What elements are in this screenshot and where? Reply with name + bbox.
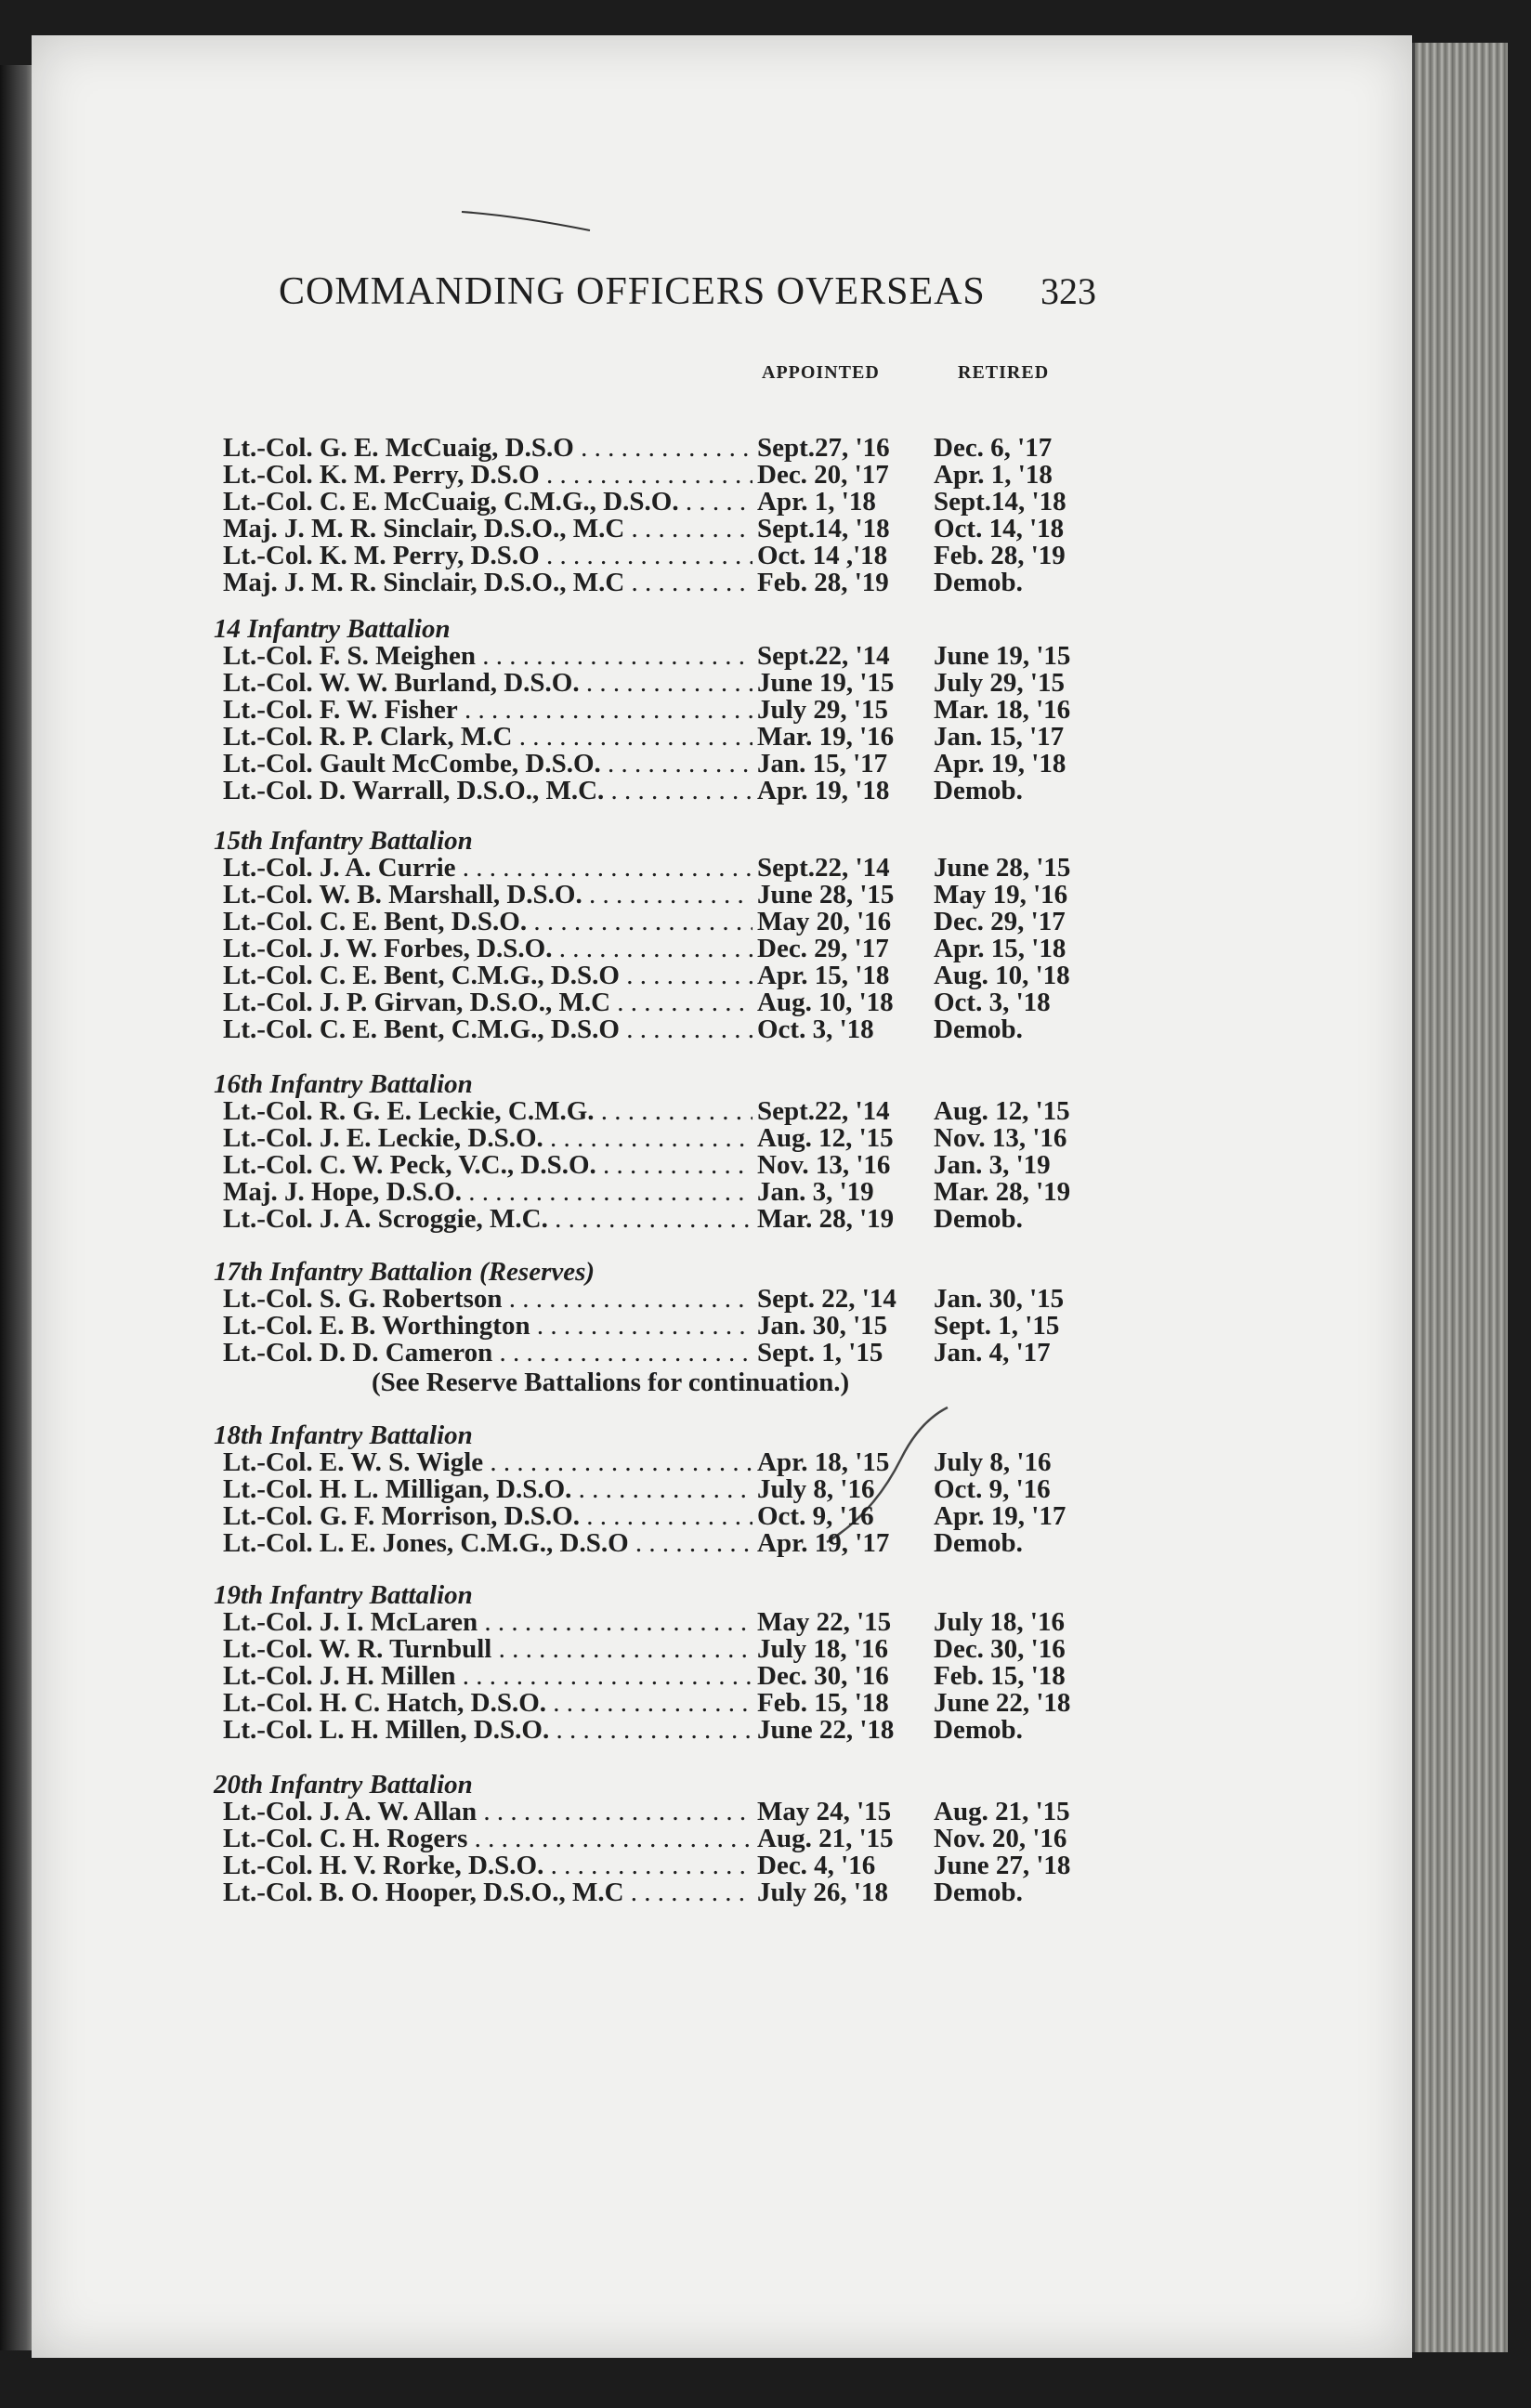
retired-date: Demob. (934, 1204, 1023, 1234)
retired-date: Jan. 4, '17 (934, 1338, 1051, 1368)
appointed-date: Apr. 15, '18 (757, 961, 890, 990)
appointed-date: Apr. 18, '15 (757, 1447, 890, 1477)
retired-date: Mar. 18, '16 (934, 695, 1071, 725)
officer-row (214, 1826, 1143, 1852)
section-title: 16th Infantry Battalion (214, 1069, 473, 1099)
battalion-section (214, 827, 1143, 1043)
officer-name: Lt.-Col. C. H. Rogers . . . (223, 1826, 752, 1852)
appointed-date: Mar. 28, '19 (757, 1204, 895, 1234)
officer-name: Lt.-Col. H. C. Hatch, D.S.O. . . . (223, 1690, 752, 1717)
appointed-date: Jan. 3, '19 (757, 1177, 874, 1207)
appointed-date: Oct. 14 ,'18 (757, 541, 888, 570)
appointed-date: May 20, '16 (757, 907, 892, 936)
pen-stroke-mark (460, 206, 599, 234)
officer-name: Lt.-Col. E. B. Worthington . . . (223, 1313, 752, 1340)
retired-date: July 29, '15 (934, 668, 1065, 698)
officer-row (214, 1016, 1143, 1043)
officer-name: Lt.-Col. J. A. W. Allan . . . (223, 1799, 752, 1826)
officer-name: Lt.-Col. C. E. Bent, D.S.O. . . . (223, 909, 752, 936)
page-number: 323 (1040, 270, 1096, 312)
retired-date: Aug. 12, '15 (934, 1096, 1070, 1126)
officer-row (214, 1476, 1143, 1503)
appointed-date: Dec. 20, '17 (757, 460, 889, 490)
appointed-date: Apr. 19, '18 (757, 776, 890, 805)
retired-date: Mar. 28, '19 (934, 1177, 1071, 1207)
appointed-date: Sept.14, '18 (757, 514, 890, 543)
officer-name: Lt.-Col. C. E. McCuaig, C.M.G., D.S.O. . . . (223, 489, 752, 516)
retired-date: July 8, '16 (934, 1447, 1052, 1477)
retired-date: Apr. 19, '18 (934, 749, 1066, 779)
officer-row (214, 697, 1143, 724)
retired-date: June 22, '18 (934, 1688, 1071, 1718)
appointed-date: July 29, '15 (757, 695, 888, 725)
officer-name: Lt.-Col. W. W. Burland, D.S.O. . . . (223, 670, 752, 697)
officer-row (214, 882, 1143, 909)
officer-row (214, 724, 1143, 751)
officer-name: Lt.-Col. J. P. Girvan, D.S.O., M.C . . . (223, 989, 752, 1016)
appointed-date: June 19, '15 (757, 668, 895, 698)
officer-name: Lt.-Col. E. W. S. Wigle . . . (223, 1449, 752, 1476)
appointed-date: Mar. 19, '16 (757, 722, 895, 752)
retired-date: Apr. 19, '17 (934, 1501, 1066, 1531)
officer-name: Lt.-Col. Gault McCombe, D.S.O. . . . (223, 751, 752, 778)
officer-name: Lt.-Col. J. I. McLaren . . . (223, 1609, 752, 1636)
appointed-date: Dec. 30, '16 (757, 1661, 889, 1691)
appointed-date: June 22, '18 (757, 1715, 895, 1745)
officer-row (214, 462, 1143, 489)
officer-name: Lt.-Col. F. W. Fisher . . . (223, 697, 752, 724)
appointed-date: Sept. 22, '14 (757, 1284, 896, 1314)
officer-row (214, 855, 1143, 882)
officer-name: Lt.-Col. J. A. Scroggie, M.C. . . . (223, 1206, 752, 1233)
officer-name: Lt.-Col. R. P. Clark, M.C . . . (223, 724, 752, 751)
officer-row (214, 1879, 1143, 1906)
retired-date: Oct. 14, '18 (934, 514, 1065, 543)
officer-row (214, 1340, 1143, 1367)
officer-name: Lt.-Col. C. E. Bent, C.M.G., D.S.O . . . (223, 962, 752, 989)
officer-row (214, 1852, 1143, 1879)
section-title (214, 407, 1143, 435)
officer-name: Lt.-Col. L. H. Millen, D.S.O. . . . (223, 1717, 752, 1744)
retired-date: May 19, '16 (934, 880, 1068, 910)
officer-row (214, 489, 1143, 516)
officer-row (214, 1503, 1143, 1530)
retired-date: Nov. 13, '16 (934, 1123, 1067, 1153)
appointed-date: Dec. 29, '17 (757, 934, 889, 963)
officer-row (214, 1286, 1143, 1313)
battalion-section (214, 1258, 1143, 1367)
officer-row (214, 1663, 1143, 1690)
retired-date: Jan. 30, '15 (934, 1284, 1065, 1314)
battalion-section (214, 1581, 1143, 1744)
officer-row (214, 909, 1143, 936)
running-title: COMMANDING OFFICERS OVERSEAS (279, 270, 986, 313)
officer-row (214, 778, 1143, 805)
officer-name: Maj. J. M. R. Sinclair, D.S.O., M.C . . . (223, 569, 752, 596)
retired-date: June 27, '18 (934, 1851, 1071, 1880)
officer-name: Lt.-Col. H. V. Rorke, D.S.O. . . . (223, 1852, 752, 1879)
appointed-date: Feb. 28, '19 (757, 568, 889, 597)
officer-row (214, 751, 1143, 778)
retired-date: Dec. 30, '16 (934, 1634, 1066, 1664)
officer-row (214, 1152, 1143, 1179)
appointed-date: Apr. 19, '17 (757, 1528, 890, 1558)
officer-name: Lt.-Col. J. H. Millen . . . (223, 1663, 752, 1690)
appointed-date: Feb. 15, '18 (757, 1688, 889, 1718)
officer-row (214, 569, 1143, 596)
retired-date: Aug. 10, '18 (934, 961, 1070, 990)
officer-name: Lt.-Col. S. G. Robertson . . . (223, 1286, 752, 1313)
officer-name: Lt.-Col. H. L. Milligan, D.S.O. . . . (223, 1476, 752, 1503)
page-header (279, 269, 1096, 321)
retired-date: Apr. 1, '18 (934, 460, 1053, 490)
officer-name: Lt.-Col. J. E. Leckie, D.S.O. . . . (223, 1125, 752, 1152)
appointed-date: Dec. 4, '16 (757, 1851, 876, 1880)
officer-row (214, 1530, 1143, 1557)
battalion-section (214, 1421, 1143, 1557)
retired-date: Demob. (934, 1014, 1023, 1044)
officer-name: Maj. J. Hope, D.S.O. . . . (223, 1179, 752, 1206)
officer-row (214, 643, 1143, 670)
appointed-date: Jan. 30, '15 (757, 1311, 888, 1341)
battalion-section (214, 1771, 1143, 1906)
appointed-date: July 8, '16 (757, 1474, 875, 1504)
officer-row (214, 962, 1143, 989)
officer-name: Lt.-Col. W. R. Turnbull . . . (223, 1636, 752, 1663)
appointed-date: Aug. 12, '15 (757, 1123, 894, 1153)
retired-date: Demob. (934, 1715, 1023, 1745)
retired-date: Demob. (934, 568, 1023, 597)
battalion-section (214, 407, 1143, 596)
appointed-date: Sept.27, '16 (757, 433, 890, 463)
retired-date: Sept.14, '18 (934, 487, 1066, 517)
officer-name: Lt.-Col. G. F. Morrison, D.S.O. . . . (223, 1503, 752, 1530)
appointed-date: Aug. 21, '15 (757, 1824, 894, 1853)
officer-row (214, 543, 1143, 569)
retired-header: RETIRED (958, 362, 1050, 383)
retired-date: Feb. 15, '18 (934, 1661, 1066, 1691)
appointed-date: Nov. 13, '16 (757, 1150, 891, 1180)
appointed-date: July 26, '18 (757, 1878, 888, 1907)
officer-row (214, 1799, 1143, 1826)
section-title: 20th Infantry Battalion (214, 1770, 473, 1799)
section-title: 14 Infantry Battalion (214, 614, 451, 644)
officer-name: Lt.-Col. L. E. Jones, C.M.G., D.S.O . . . (223, 1530, 752, 1557)
appointed-date: Aug. 10, '18 (757, 988, 894, 1017)
appointed-date: July 18, '16 (757, 1634, 888, 1664)
retired-date: Demob. (934, 1878, 1023, 1907)
page-stack-edge (1412, 43, 1508, 2352)
officer-row (214, 989, 1143, 1016)
appointed-date: Jan. 15, '17 (757, 749, 888, 779)
officer-name: Lt.-Col. K. M. Perry, D.S.O . . . (223, 462, 752, 489)
column-headers (762, 362, 1133, 390)
officer-row (214, 1636, 1143, 1663)
retired-date: Oct. 3, '18 (934, 988, 1051, 1017)
battalion-section (214, 1070, 1143, 1233)
continuation-note: (See Reserve Battalions for continuation.) (372, 1368, 850, 1397)
retired-date: Dec. 29, '17 (934, 907, 1066, 936)
officer-row (214, 1313, 1143, 1340)
appointed-date: Apr. 1, '18 (757, 487, 876, 517)
retired-date: Feb. 28, '19 (934, 541, 1066, 570)
section-title: 18th Infantry Battalion (214, 1420, 473, 1450)
retired-date: Jan. 15, '17 (934, 722, 1065, 752)
appointed-date: Oct. 9, '16 (757, 1501, 874, 1531)
retired-date: Jan. 3, '19 (934, 1150, 1051, 1180)
section-title: 19th Infantry Battalion (214, 1580, 473, 1610)
retired-date: Nov. 20, '16 (934, 1824, 1067, 1853)
retired-date: Sept. 1, '15 (934, 1311, 1060, 1341)
officer-row (214, 670, 1143, 697)
officer-name: Lt.-Col. D. Warrall, D.S.O., M.C. . . . (223, 778, 752, 805)
appointed-date: Sept. 1, '15 (757, 1338, 883, 1368)
officer-name: Lt.-Col. W. B. Marshall, D.S.O. . . . (223, 882, 752, 909)
section-title: 17th Infantry Battalion (Reserves) (214, 1257, 595, 1287)
retired-date: Aug. 21, '15 (934, 1797, 1070, 1826)
officer-name: Lt.-Col. B. O. Hooper, D.S.O., M.C . . . (223, 1879, 752, 1906)
appointed-date: June 28, '15 (757, 880, 895, 910)
officer-name: Lt.-Col. J. W. Forbes, D.S.O. . . . (223, 936, 752, 962)
officer-row (214, 1206, 1143, 1233)
appointed-date: Sept.22, '14 (757, 641, 890, 671)
officer-row (214, 435, 1143, 462)
officer-name: Lt.-Col. G. E. McCuaig, D.S.O . . . (223, 435, 752, 462)
officer-name: Lt.-Col. F. S. Meighen . . . (223, 643, 752, 670)
officer-row (214, 936, 1143, 962)
appointed-date: May 22, '15 (757, 1607, 892, 1637)
retired-date: June 19, '15 (934, 641, 1071, 671)
officer-name: Maj. J. M. R. Sinclair, D.S.O., M.C . . . (223, 516, 752, 543)
officer-name: Lt.-Col. J. A. Currie . . . (223, 855, 752, 882)
section-title: 15th Infantry Battalion (214, 826, 473, 856)
officer-row (214, 1717, 1143, 1744)
retired-date: June 28, '15 (934, 853, 1071, 883)
retired-date: Oct. 9, '16 (934, 1474, 1051, 1504)
officer-row (214, 1609, 1143, 1636)
retired-date: Demob. (934, 776, 1023, 805)
retired-date: July 18, '16 (934, 1607, 1065, 1637)
appointed-date: Oct. 3, '18 (757, 1014, 874, 1044)
appointed-date: May 24, '15 (757, 1797, 892, 1826)
battalion-section (214, 615, 1143, 805)
appointed-date: Sept.22, '14 (757, 853, 890, 883)
officer-row (214, 1125, 1143, 1152)
officer-row (214, 1449, 1143, 1476)
officer-row (214, 1098, 1143, 1125)
retired-date: Demob. (934, 1528, 1023, 1558)
retired-date: Dec. 6, '17 (934, 433, 1053, 463)
officer-name: Lt.-Col. K. M. Perry, D.S.O . . . (223, 543, 752, 569)
officer-row (214, 516, 1143, 543)
officer-name: Lt.-Col. C. W. Peck, V.C., D.S.O. . . . (223, 1152, 752, 1179)
officer-name: Lt.-Col. R. G. E. Leckie, C.M.G. . . . (223, 1098, 752, 1125)
officer-row (214, 1179, 1143, 1206)
appointed-date: Sept.22, '14 (757, 1096, 890, 1126)
officer-name: Lt.-Col. C. E. Bent, C.M.G., D.S.O . . . (223, 1016, 752, 1043)
officer-row (214, 1690, 1143, 1717)
officer-name: Lt.-Col. D. D. Cameron . . . (223, 1340, 752, 1367)
appointed-header: APPOINTED (762, 362, 880, 383)
retired-date: Apr. 15, '18 (934, 934, 1066, 963)
